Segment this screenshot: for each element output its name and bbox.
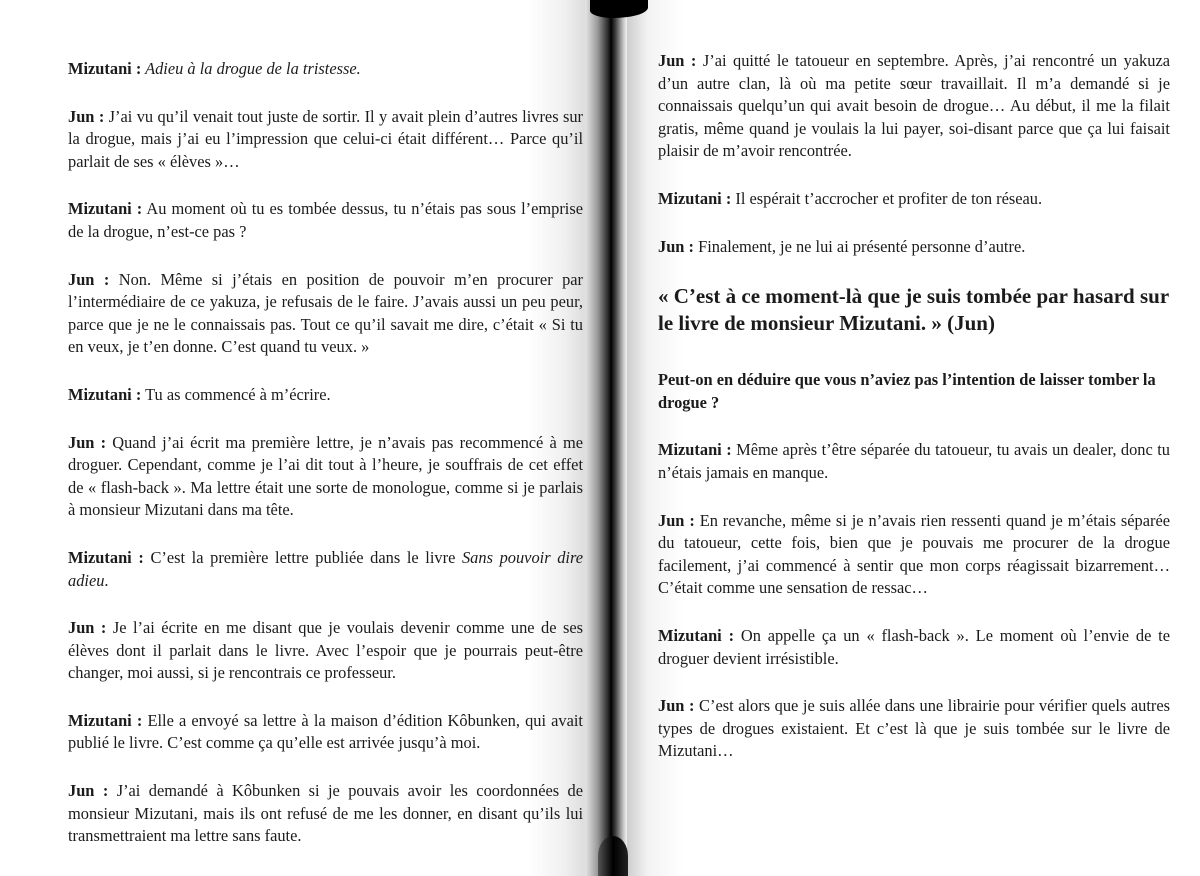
dialogue-paragraph (68, 269, 583, 359)
dialogue-paragraph (68, 106, 583, 174)
dialogue-paragraph (68, 547, 583, 592)
speaker-name: Jun : (68, 269, 110, 289)
speaker-name: Mizutani : (658, 625, 735, 645)
dialogue-text: C’est alors que je suis allée dans une librairie pour vérifier quels autres types de drogues existaient. Et c’est là que je suis tombée sur le livre de Mizutani… (658, 696, 1170, 761)
speaker-name: Mizutani : (68, 199, 143, 219)
dialogue-text: Au moment où tu es tombée dessus, tu n’étais pas sous l’emprise de la drogue, n’est-ce pas ? (68, 199, 583, 241)
speaker-name: Jun : (658, 51, 697, 70)
dialogue-text: C’est la première lettre publiée dans le livre (143, 547, 462, 567)
dialogue-text: Quand j’ai écrit ma première lettre, je n’avais pas recommencé à me droguer. Cependant, comme je l’ai dit tout à l’heure, je souffrais de cet effet de « flash-back ». Ma lettre était une sorte de monologue, comme si je parlais à monsieur Mizutani dans ma tête. (68, 432, 584, 520)
dialogue-paragraph (658, 439, 1170, 484)
dialogue-text: J’ai demandé à Kôbunken si je pouvais avoir les coordonnées de monsieur Mizutani, mais ils ont refusé de me les donner, en disant qu’ils lui transmettraient ma lettre sans faute. (68, 781, 584, 846)
dialogue-text: Finalement, je ne lui ai présenté personne d’autre. (693, 236, 1026, 256)
speaker-name: Jun : (658, 510, 695, 530)
dialogue-paragraph (658, 50, 1170, 163)
dialogue-paragraph (658, 236, 1170, 259)
pull-quote: « C’est à ce moment-là que je suis tombée par hasard sur le livre de monsieur Mizutani. » (Jun) (658, 284, 1169, 336)
book-gutter (585, 0, 627, 876)
speaker-name: Jun : (68, 618, 107, 638)
dialogue-paragraph (68, 710, 583, 755)
dialogue-text: Je l’ai écrite en me disant que je voulais devenir comme une de ses élèves dont il parlait dans le livre. Avec l’espoir que je pourrais peut-être changer, moi aussi, si je rencontrais ce professeur. (68, 618, 583, 683)
dialogue-paragraph (68, 780, 583, 848)
dialogue-paragraph (68, 58, 583, 81)
dialogue-text: On appelle ça un « flash-back ». Le moment où l’envie de te droguer devient irrésistible. (658, 625, 1171, 668)
speaker-name: Mizutani : (68, 710, 143, 730)
dialogue-paragraph (68, 384, 583, 407)
speaker-name: Mizutani : (68, 547, 144, 567)
right-page (600, 0, 1200, 876)
speaker-name: Jun : (68, 432, 107, 452)
speaker-name: Mizutani : (68, 384, 142, 404)
dialogue-text-tail: . (104, 570, 109, 590)
dialogue-text: Elle a envoyé sa lettre à la maison d’édition Kôbunken, qui avait publié le livre. C’est comme ça qu’elle est arrivée jusqu’à moi. (68, 710, 583, 753)
dialogue-paragraph (68, 432, 583, 522)
dialogue-paragraph (658, 188, 1170, 211)
dialogue-paragraph (68, 198, 583, 243)
speaker-name: Jun : (68, 106, 105, 126)
interview-question: Peut-on en déduire que vous n’aviez pas l’intention de laisser tomber la drogue ? (658, 370, 1156, 412)
speaker-name: Jun : (658, 696, 695, 716)
dialogue-text: En revanche, même si je n’avais rien ressenti quand je m’étais séparée du tatoueur, cette fois, bien que je pouvais me procurer de la drogue facilement, j’ai commencé à sentir que mon corps réagissait bizarrement… C’était comme une sensation de ressac… (658, 510, 1171, 598)
speaker-name: Jun : (658, 236, 694, 256)
right-page-text (658, 50, 1170, 788)
book-title: Sans pouvoir dire adieu (68, 547, 583, 590)
speaker-name: Jun : (68, 781, 109, 801)
dialogue-text: J’ai vu qu’il venait tout juste de sortir. Il y avait plein d’autres livres sur la drogue, mais j’ai eu l’impression que celui-ci était différent… Parce qu’il parlait de ses « élèves »… (68, 106, 584, 171)
dialogue-paragraph (658, 510, 1170, 600)
dialogue-text: Même après t’être séparée du tatoueur, tu avais un dealer, donc tu n’étais jamais en manque. (658, 440, 1170, 482)
dialogue-text: Adieu à la drogue de la tristesse. (141, 59, 361, 78)
dialogue-paragraph (658, 695, 1170, 763)
dialogue-paragraph (658, 625, 1170, 670)
dialogue-paragraph (68, 617, 583, 685)
speaker-name: Mizutani : (68, 59, 142, 78)
gutter-shadow-bottom (598, 836, 628, 876)
left-page-text (68, 58, 583, 873)
dialogue-text: J’ai quitté le tatoueur en septembre. Après, j’ai rencontré un yakuza d’un autre clan, là où ma petite sœur travaillait. Il m’a demandé si je connaissais quelqu’un qui avait besoin de drogue… Au début, il me la filait gratis, même quand je voulais la lui payer, soi-disant parce que ça lui faisait plaisir de m’avoir rencontrée. (658, 51, 1170, 161)
dialogue-text: Tu as commencé à m’écrire. (141, 384, 331, 404)
dialogue-text: Il espérait t’accrocher et profiter de ton réseau. (731, 188, 1043, 208)
dialogue-text: Non. Même si j’étais en position de pouvoir m’en procurer par l’intermédiaire de ce yakuza, je refusais de le faire. J’avais aussi un peu peur, parce que je ne le connaissais pas. Tout ce qu’il savait me dire, c’était « Si tu en veux, je t’en donne. C’est quand tu veux. » (68, 269, 583, 357)
speaker-name: Mizutani : (658, 440, 732, 460)
speaker-name: Mizutani : (658, 188, 732, 208)
